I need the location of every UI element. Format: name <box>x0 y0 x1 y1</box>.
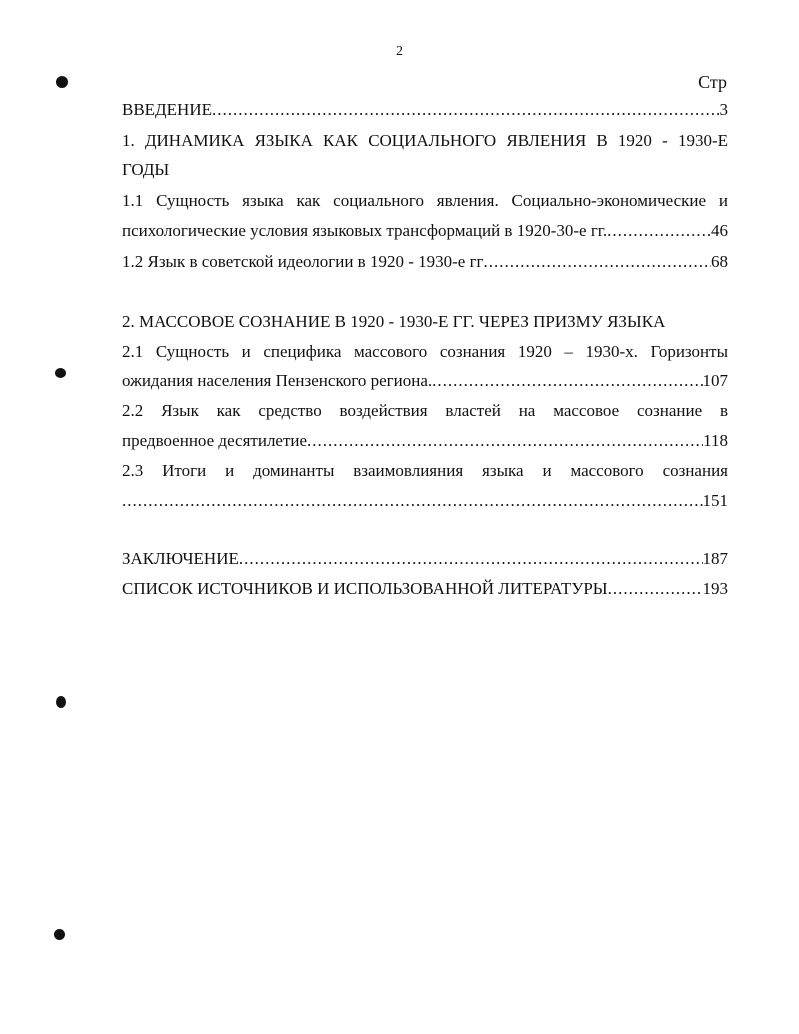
page-column-header: Стр <box>698 72 727 92</box>
toc-entry-2-2-line1: 2.2 Язык как средство воздействия властей на массовое сознание в <box>122 401 728 420</box>
leader-dots <box>239 548 703 570</box>
toc-entry-page: 107 <box>702 371 728 390</box>
leader-dots <box>307 430 703 452</box>
toc-chapter-2-title: 2. МАССОВОЕ СОЗНАНИЕ В 1920 - 1930-Е ГГ. ЧЕРЕЗ ПРИЗМУ ЯЗЫКА <box>122 312 666 331</box>
toc-entry-2-1 <box>122 370 728 392</box>
toc-entry-page: 3 <box>719 100 728 119</box>
leader-dots <box>432 370 702 392</box>
leader-dots <box>122 490 703 512</box>
toc-entry-title: ЗАКЛЮЧЕНИЕ <box>122 549 239 568</box>
toc-entry-title: 1.2 Язык в советской идеологии в 1920 - 1930-е гг <box>122 252 484 271</box>
toc-entry-page: 151 <box>702 491 728 510</box>
binder-hole-mark <box>56 696 66 708</box>
toc-entry-intro <box>122 99 728 121</box>
leader-dots <box>608 578 703 600</box>
toc-entry-title: ожидания населения Пензенского региона. <box>122 371 433 390</box>
toc-chapter-1-title-cont: ГОДЫ <box>122 160 170 179</box>
toc-chapter-1-title: 1. ДИНАМИКА ЯЗЫКА КАК СОЦИАЛЬНОГО ЯВЛЕНИЯ В 1920 - 1930-Е <box>122 131 728 150</box>
toc-entry-sources <box>122 578 728 600</box>
toc-entry-1-2 <box>122 251 728 273</box>
leader-dots <box>212 99 720 121</box>
binder-hole-mark <box>54 929 65 940</box>
binder-hole-mark <box>56 76 68 88</box>
page-number: 2 <box>396 44 403 59</box>
toc-entry-title: ВВЕДЕНИЕ <box>122 100 212 119</box>
toc-entry-conclusion <box>122 548 728 570</box>
toc-entry-1-1-line1: 1.1 Сущность языка как социального явления. Социально-экономические и <box>122 191 728 210</box>
toc-entry-page: 118 <box>703 431 728 450</box>
toc-entry-title: психологические условия языковых трансформаций в 1920-30-е гг. <box>122 221 608 240</box>
toc-entry-2-1-line1: 2.1 Сущность и специфика массового сознания 1920 – 1930-х. Горизонты <box>122 342 728 361</box>
toc-entry-page: 46 <box>711 221 728 240</box>
toc-entry-page: 193 <box>702 579 728 598</box>
toc-entry-2-3 <box>122 490 728 512</box>
toc-entry-2-2 <box>122 430 728 452</box>
toc-entry-title: предвоенное десятилетие <box>122 431 308 450</box>
leader-dots <box>484 251 711 273</box>
binder-hole-mark <box>55 368 66 378</box>
toc-entry-title: СПИСОК ИСТОЧНИКОВ И ИСПОЛЬЗОВАННОЙ ЛИТЕРАТУРЫ <box>122 579 608 598</box>
leader-dots <box>607 220 711 242</box>
toc-entry-2-3-line1: 2.3 Итоги и доминанты взаимовлияния языка и массового сознания <box>122 461 728 480</box>
toc-entry-page: 68 <box>711 252 728 271</box>
toc-entry-page: 187 <box>702 549 728 568</box>
toc-entry-1-1 <box>122 220 728 242</box>
